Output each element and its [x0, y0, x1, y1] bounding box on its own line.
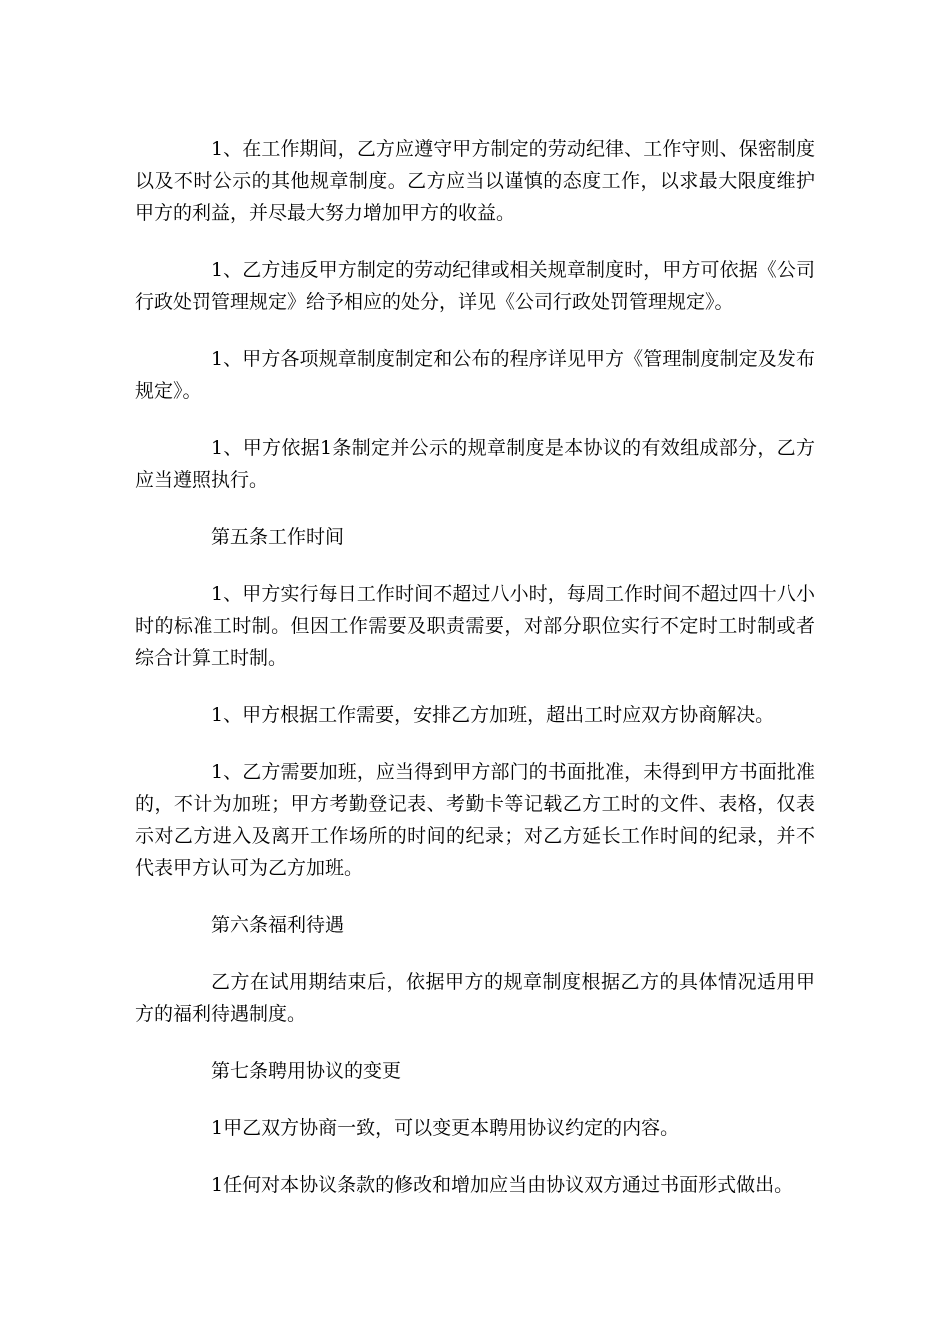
- paragraph-disciplinary-action: 1、乙方违反甲方制定的劳动纪律或相关规章制度时，甲方可依据《公司行政处罚管理规定》给予相应的处分，详见《公司行政处罚管理规定》。: [135, 259, 815, 313]
- section-heading-working-hours: 第五条工作时间: [211, 526, 345, 548]
- paragraph-written-amendment: 1任何对本协议条款的修改和增加应当由协议双方通过书面形式做出。: [211, 1174, 794, 1196]
- paragraph-overtime-approval: 1、乙方需要加班，应当得到甲方部门的书面批准，未得到甲方书面批准的，不计为加班；甲方考勤登记表、考勤卡等记载乙方工时的文件、表格，仅表示对乙方进入及离开工作场所的时间的纪录；对乙方延长工作时间的纪录，并不代表甲方认可为乙方加班。: [135, 761, 815, 879]
- section-heading-benefits: 第六条福利待遇: [211, 914, 345, 936]
- paragraph-overtime-arrangement: 1、甲方根据工作需要，安排乙方加班，超出工时应双方协商解决。: [211, 704, 775, 726]
- paragraph-rule-procedures: 1、甲方各项规章制度制定和公布的程序详见甲方《管理制度制定及发布规定》。: [135, 348, 815, 402]
- paragraph-benefits: 乙方在试用期结束后，依据甲方的规章制度根据乙方的具体情况适用甲方的福利待遇制度。: [135, 971, 815, 1025]
- section-heading-agreement-changes: 第七条聘用协议的变更: [211, 1060, 402, 1082]
- paragraph-working-hours: 1、甲方实行每日工作时间不超过八小时，每周工作时间不超过四十八小时的标准工时制。但因工作需要及职责需要，对部分职位实行不定时工时制或者综合计算工时制。: [135, 583, 815, 669]
- document-body: [135, 133, 815, 1201]
- paragraph-work-rules: 1、在工作期间，乙方应遵守甲方制定的劳动纪律、工作守则、保密制度以及不时公示的其他规章制度。乙方应当以谨慎的态度工作，以求最大限度维护甲方的利益，并尽最大努力增加甲方的收益。: [135, 138, 815, 224]
- paragraph-rules-effective: 1、甲方依据1条制定并公示的规章制度是本协议的有效组成部分，乙方应当遵照执行。: [135, 437, 815, 491]
- paragraph-mutual-change: 1甲乙双方协商一致，可以变更本聘用协议约定的内容。: [211, 1117, 680, 1139]
